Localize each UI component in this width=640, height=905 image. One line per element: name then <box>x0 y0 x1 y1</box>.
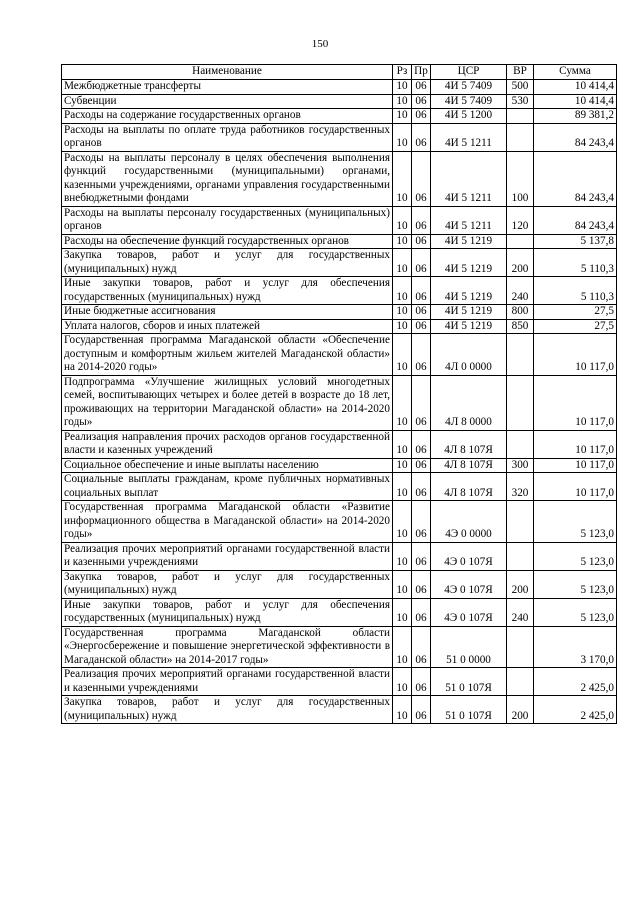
cell-pr: 06 <box>412 319 431 334</box>
cell-vr: 320 <box>507 473 534 501</box>
cell-name: Иные закупки товаров, работ и услуг для обеспечения государственных (муниципальных) нужд <box>62 598 393 626</box>
cell-csr: 4Л 8 0000 <box>431 375 507 430</box>
header-sum: Сумма <box>534 65 617 80</box>
page-number: 150 <box>311 38 329 50</box>
cell-vr <box>507 375 534 430</box>
cell-csr: 51 0 107Я <box>431 696 507 724</box>
cell-sum: 5 110,3 <box>534 249 617 277</box>
cell-vr <box>507 501 534 543</box>
cell-rz: 10 <box>393 668 412 696</box>
cell-vr: 200 <box>507 570 534 598</box>
cell-vr <box>507 234 534 249</box>
cell-csr: 4Л 0 0000 <box>431 334 507 376</box>
table-row <box>62 249 617 277</box>
budget-table <box>61 64 617 724</box>
cell-pr: 06 <box>412 501 431 543</box>
cell-sum: 10 117,0 <box>534 458 617 473</box>
cell-vr: 500 <box>507 80 534 95</box>
table-row <box>62 668 617 696</box>
cell-rz: 10 <box>393 542 412 570</box>
cell-vr: 850 <box>507 319 534 334</box>
cell-rz: 10 <box>393 375 412 430</box>
cell-vr <box>507 542 534 570</box>
cell-rz: 10 <box>393 206 412 234</box>
table-row <box>62 334 617 376</box>
cell-pr: 06 <box>412 334 431 376</box>
cell-sum: 10 414,4 <box>534 94 617 109</box>
cell-pr: 06 <box>412 151 431 206</box>
cell-rz: 10 <box>393 80 412 95</box>
cell-csr: 4Э 0 107Я <box>431 570 507 598</box>
cell-sum: 27,5 <box>534 319 617 334</box>
header-name: Наименование <box>62 65 393 80</box>
cell-name: Субвенции <box>62 94 393 109</box>
cell-name: Реализация прочих мероприятий органами государственной власти и казенными учреждениями <box>62 668 393 696</box>
cell-name: Уплата налогов, сборов и иных платежей <box>62 319 393 334</box>
table-row <box>62 94 617 109</box>
cell-pr: 06 <box>412 123 431 151</box>
table-row <box>62 151 617 206</box>
cell-sum: 5 137,8 <box>534 234 617 249</box>
cell-vr: 300 <box>507 458 534 473</box>
cell-rz: 10 <box>393 473 412 501</box>
cell-name: Государственная программа Магаданской области «Энергосбережение и повышение энергетической эффективности в Магаданской области» на 2014-2017 годы» <box>62 626 393 668</box>
cell-vr <box>507 109 534 124</box>
header-rz: Рз <box>393 65 412 80</box>
cell-vr <box>507 334 534 376</box>
cell-csr: 4И 5 1200 <box>431 109 507 124</box>
cell-csr: 4И 5 1219 <box>431 305 507 320</box>
cell-pr: 06 <box>412 305 431 320</box>
cell-csr: 4Л 8 107Я <box>431 458 507 473</box>
cell-sum: 5 123,0 <box>534 501 617 543</box>
table-row <box>62 458 617 473</box>
cell-rz: 10 <box>393 234 412 249</box>
cell-name: Закупка товаров, работ и услуг для государственных (муниципальных) нужд <box>62 249 393 277</box>
table-row <box>62 375 617 430</box>
table-row <box>62 123 617 151</box>
table-row <box>62 277 617 305</box>
cell-vr: 100 <box>507 151 534 206</box>
cell-sum: 10 117,0 <box>534 473 617 501</box>
cell-rz: 10 <box>393 305 412 320</box>
cell-rz: 10 <box>393 696 412 724</box>
cell-pr: 06 <box>412 375 431 430</box>
cell-vr: 800 <box>507 305 534 320</box>
cell-rz: 10 <box>393 319 412 334</box>
cell-rz: 10 <box>393 151 412 206</box>
cell-name: Расходы на выплаты персоналу государственных (муниципальных) органов <box>62 206 393 234</box>
cell-sum: 5 123,0 <box>534 598 617 626</box>
cell-sum: 10 117,0 <box>534 430 617 458</box>
cell-csr: 4И 5 1211 <box>431 123 507 151</box>
cell-rz: 10 <box>393 458 412 473</box>
table-row <box>62 570 617 598</box>
cell-vr: 120 <box>507 206 534 234</box>
cell-pr: 06 <box>412 80 431 95</box>
cell-vr: 240 <box>507 277 534 305</box>
cell-rz: 10 <box>393 249 412 277</box>
cell-sum: 5 123,0 <box>534 542 617 570</box>
cell-rz: 10 <box>393 109 412 124</box>
cell-name: Реализация направления прочих расходов органов государственной власти и казенных учреждений <box>62 430 393 458</box>
cell-csr: 4Э 0 107Я <box>431 598 507 626</box>
cell-sum: 84 243,4 <box>534 206 617 234</box>
cell-vr: 240 <box>507 598 534 626</box>
cell-csr: 4И 5 1219 <box>431 249 507 277</box>
cell-rz: 10 <box>393 94 412 109</box>
cell-pr: 06 <box>412 626 431 668</box>
cell-vr <box>507 668 534 696</box>
cell-sum: 27,5 <box>534 305 617 320</box>
cell-name: Социальное обеспечение и иные выплаты населению <box>62 458 393 473</box>
cell-csr: 4И 5 1219 <box>431 277 507 305</box>
table-row <box>62 542 617 570</box>
cell-pr: 06 <box>412 696 431 724</box>
table-row <box>62 598 617 626</box>
table-row <box>62 319 617 334</box>
cell-name: Закупка товаров, работ и услуг для государственных (муниципальных) нужд <box>62 570 393 598</box>
cell-name: Государственная программа Магаданской области «Развитие информационного общества в Магаданской области» на 2014-2020 годы» <box>62 501 393 543</box>
cell-vr: 200 <box>507 696 534 724</box>
cell-name: Иные закупки товаров, работ и услуг для обеспечения государственных (муниципальных) нужд <box>62 277 393 305</box>
cell-name: Реализация прочих мероприятий органами государственной власти и казенными учреждениями <box>62 542 393 570</box>
cell-csr: 4Л 8 107Я <box>431 430 507 458</box>
cell-pr: 06 <box>412 473 431 501</box>
cell-sum: 3 170,0 <box>534 626 617 668</box>
cell-rz: 10 <box>393 626 412 668</box>
cell-pr: 06 <box>412 234 431 249</box>
table-row <box>62 430 617 458</box>
header-pr: Пр <box>412 65 431 80</box>
cell-sum: 2 425,0 <box>534 696 617 724</box>
cell-vr: 200 <box>507 249 534 277</box>
cell-pr: 06 <box>412 542 431 570</box>
table-row <box>62 234 617 249</box>
cell-name: Государственная программа Магаданской области «Обеспечение доступным и комфортным жильем жителей Магаданской области» на 2014-2020 годы» <box>62 334 393 376</box>
cell-sum: 84 243,4 <box>534 123 617 151</box>
table-row <box>62 626 617 668</box>
cell-sum: 2 425,0 <box>534 668 617 696</box>
cell-name: Иные бюджетные ассигнования <box>62 305 393 320</box>
cell-name: Социальные выплаты гражданам, кроме публичных нормативных социальных выплат <box>62 473 393 501</box>
cell-pr: 06 <box>412 277 431 305</box>
header-vr: ВР <box>507 65 534 80</box>
table-body <box>62 80 617 724</box>
cell-sum: 84 243,4 <box>534 151 617 206</box>
header-csr: ЦСР <box>431 65 507 80</box>
cell-pr: 06 <box>412 206 431 234</box>
cell-pr: 06 <box>412 430 431 458</box>
cell-rz: 10 <box>393 598 412 626</box>
table-row <box>62 206 617 234</box>
cell-csr: 4И 5 1211 <box>431 206 507 234</box>
cell-pr: 06 <box>412 570 431 598</box>
cell-name: Межбюджетные трансферты <box>62 80 393 95</box>
cell-pr: 06 <box>412 668 431 696</box>
cell-csr: 51 0 107Я <box>431 668 507 696</box>
cell-csr: 4И 5 1219 <box>431 234 507 249</box>
table-row <box>62 696 617 724</box>
cell-csr: 4И 5 7409 <box>431 94 507 109</box>
cell-sum: 10 117,0 <box>534 375 617 430</box>
cell-rz: 10 <box>393 570 412 598</box>
cell-csr: 4Э 0 0000 <box>431 501 507 543</box>
cell-sum: 5 123,0 <box>534 570 617 598</box>
table-row <box>62 473 617 501</box>
cell-csr: 4Л 8 107Я <box>431 473 507 501</box>
table-row <box>62 80 617 95</box>
cell-vr <box>507 626 534 668</box>
cell-name: Расходы на содержание государственных органов <box>62 109 393 124</box>
cell-vr <box>507 430 534 458</box>
cell-vr: 530 <box>507 94 534 109</box>
cell-name: Расходы на выплаты по оплате труда работников государственных органов <box>62 123 393 151</box>
cell-rz: 10 <box>393 334 412 376</box>
cell-sum: 10 414,4 <box>534 80 617 95</box>
cell-pr: 06 <box>412 94 431 109</box>
table-header-row <box>62 65 617 80</box>
cell-sum: 10 117,0 <box>534 334 617 376</box>
cell-rz: 10 <box>393 277 412 305</box>
cell-rz: 10 <box>393 430 412 458</box>
table-row <box>62 305 617 320</box>
cell-csr: 51 0 0000 <box>431 626 507 668</box>
cell-sum: 5 110,3 <box>534 277 617 305</box>
cell-csr: 4И 5 7409 <box>431 80 507 95</box>
cell-sum: 89 381,2 <box>534 109 617 124</box>
cell-name: Расходы на обеспечение функций государственных органов <box>62 234 393 249</box>
table-row <box>62 109 617 124</box>
cell-csr: 4И 5 1219 <box>431 319 507 334</box>
cell-pr: 06 <box>412 109 431 124</box>
cell-name: Расходы на выплаты персоналу в целях обеспечения выполнения функций государственными (муниципальными) органами, казенными учреждениями, органами управления государственными внебюджетными фондами <box>62 151 393 206</box>
cell-name: Подпрограмма «Улучшение жилищных условий многодетных семей, воспитывающих четырех и более детей в возрасте до 18 лет, проживающих на территории Магаданской области» на 2014-2020 годы» <box>62 375 393 430</box>
cell-csr: 4И 5 1211 <box>431 151 507 206</box>
cell-pr: 06 <box>412 598 431 626</box>
cell-vr <box>507 123 534 151</box>
cell-csr: 4Э 0 107Я <box>431 542 507 570</box>
cell-rz: 10 <box>393 123 412 151</box>
cell-rz: 10 <box>393 501 412 543</box>
cell-name: Закупка товаров, работ и услуг для государственных (муниципальных) нужд <box>62 696 393 724</box>
cell-pr: 06 <box>412 249 431 277</box>
table-row <box>62 501 617 543</box>
cell-pr: 06 <box>412 458 431 473</box>
